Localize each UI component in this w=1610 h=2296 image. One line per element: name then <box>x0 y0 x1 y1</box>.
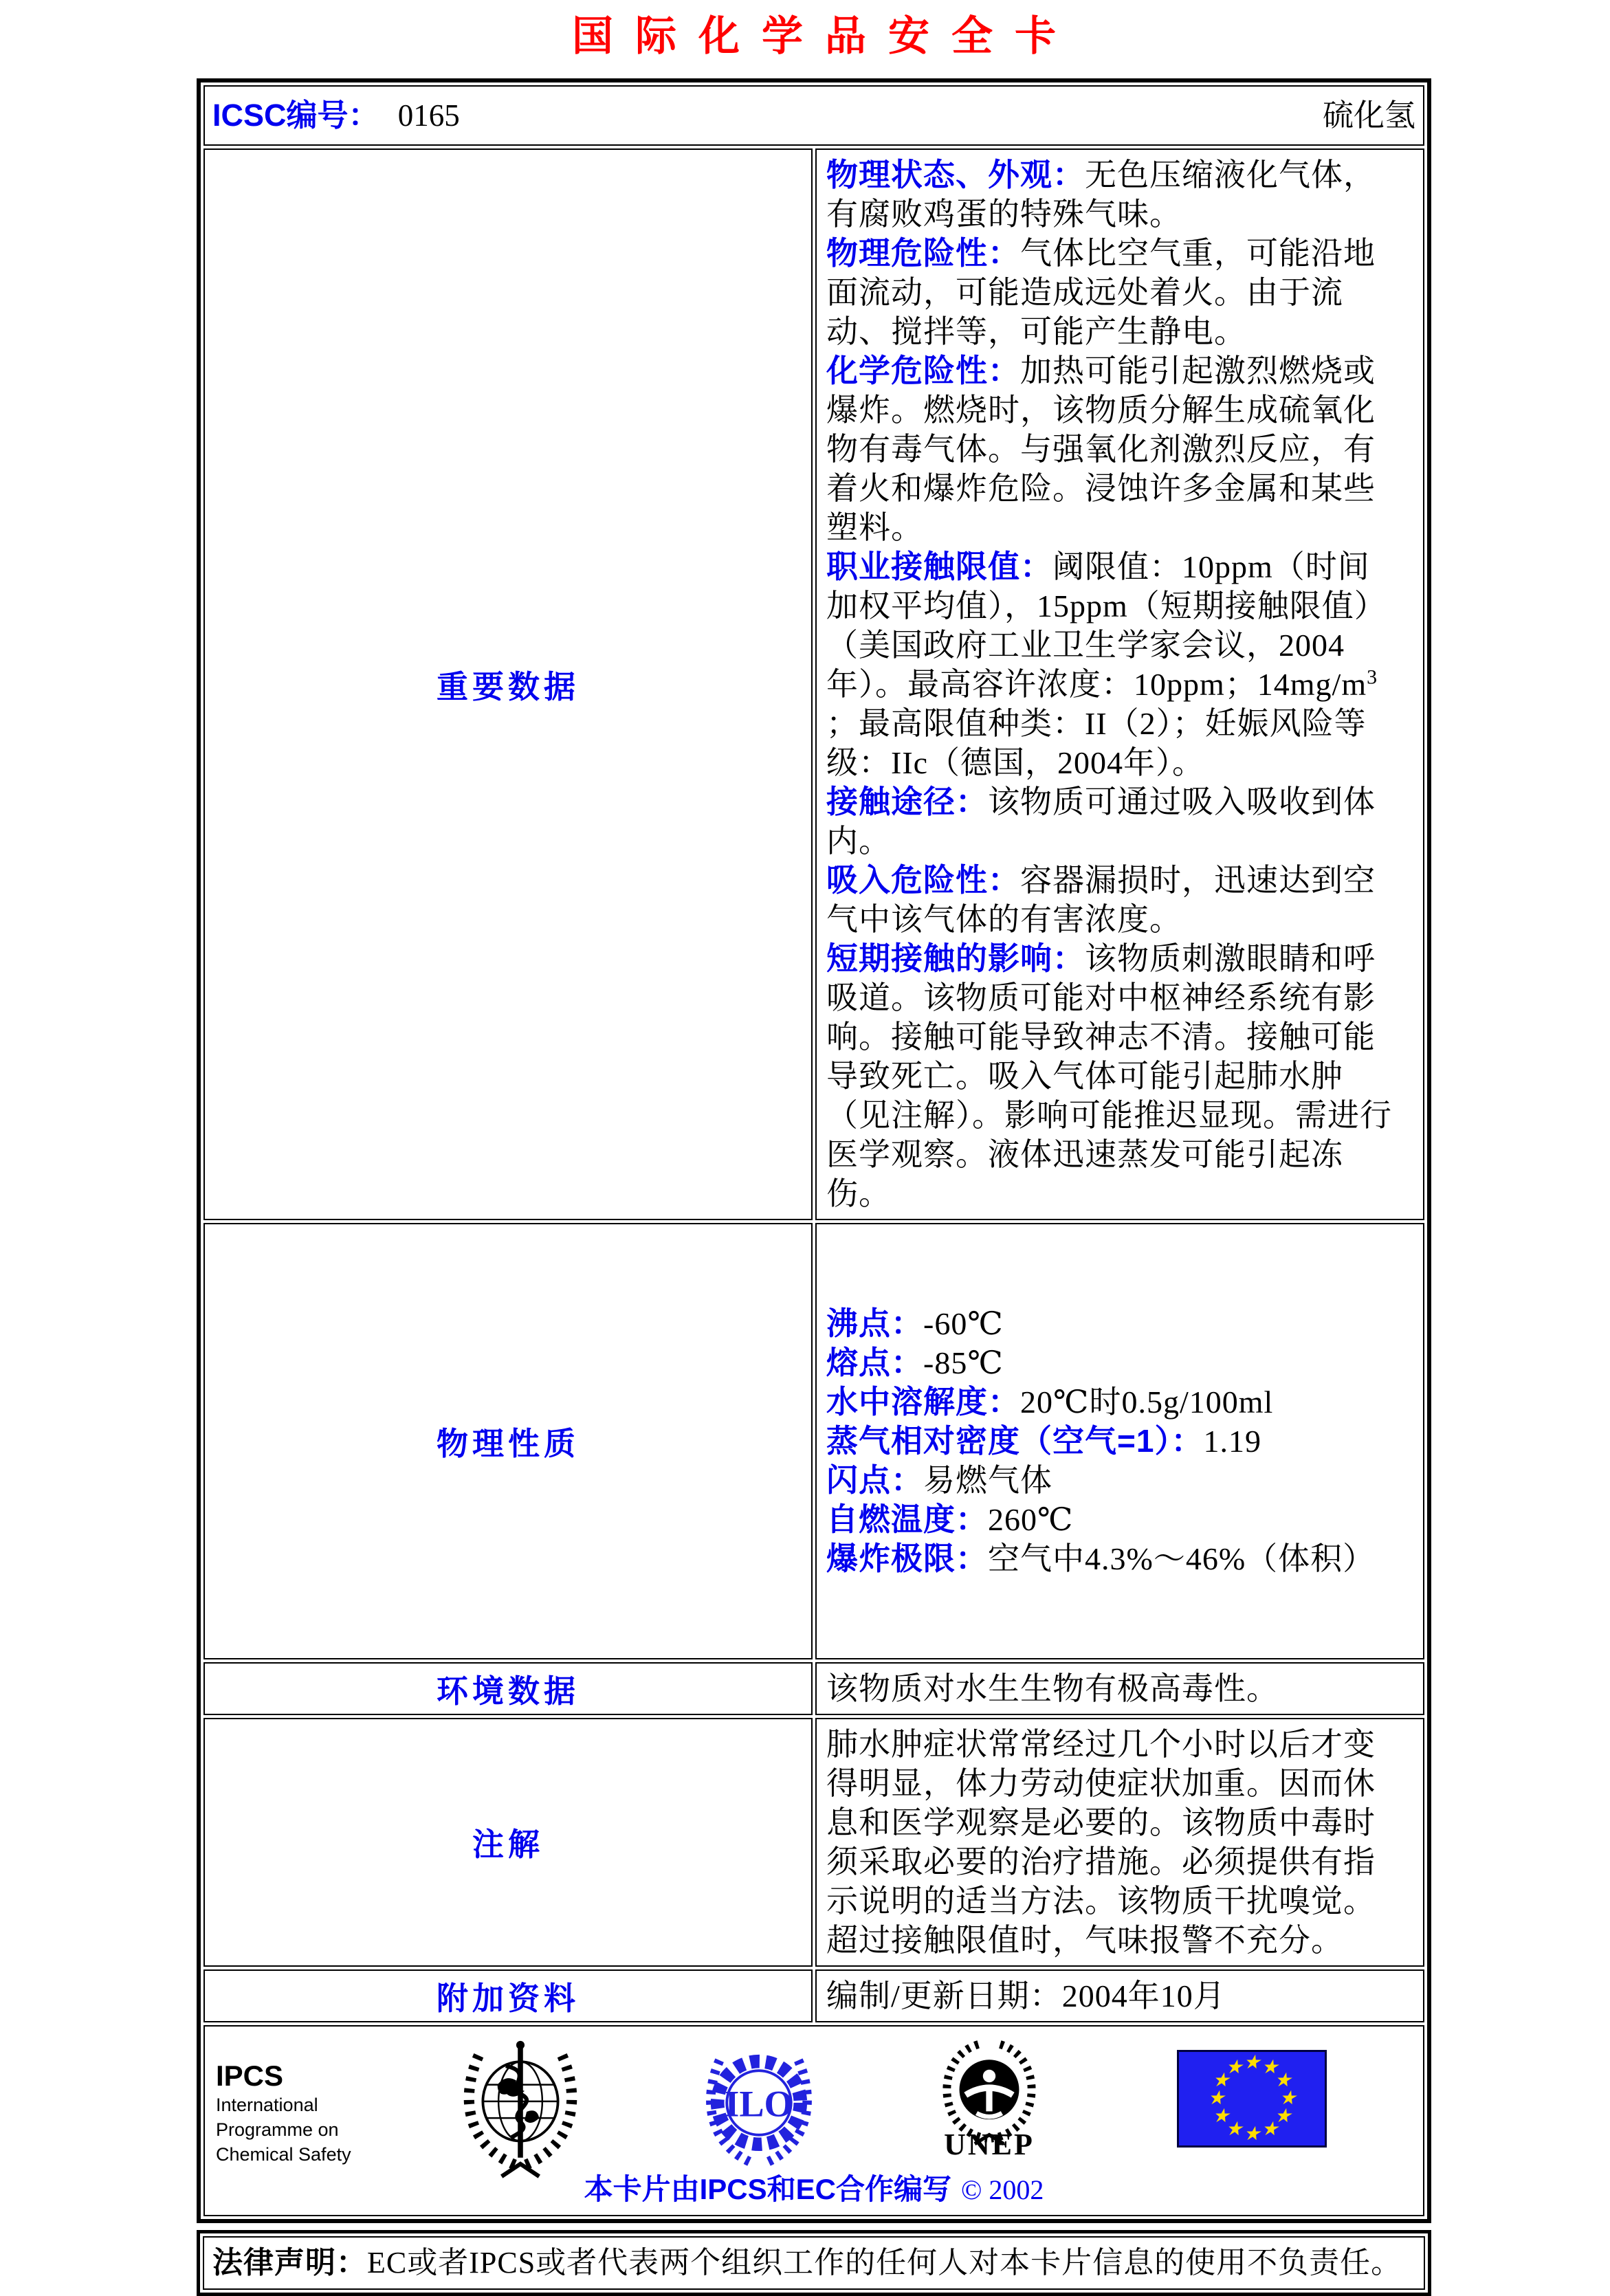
legal-statement-table <box>197 2230 1431 2296</box>
who-logo-icon <box>458 2035 583 2185</box>
additional-info-content <box>815 1969 1424 2022</box>
data-item <box>826 1422 1397 1461</box>
data-item <box>826 155 1397 234</box>
legal-statement-text: EC或者IPCS或者代表两个组织工作的任何人对本卡片信息的使用不负责任。 <box>367 2246 1402 2280</box>
data-item <box>826 547 1397 782</box>
data-item-label: 吸入危险性： <box>826 862 1020 898</box>
data-item <box>826 1500 1397 1539</box>
section-label-physical-properties: 物理性质 <box>203 1223 813 1659</box>
credit-year: © 2002 <box>960 2174 1044 2205</box>
eu-flag-stars: ★ ★ ★ ★ ★ ★ ★ ★ ★ ★ ★ ★ <box>1207 2052 1297 2145</box>
data-item-text: 易燃气体 <box>923 1463 1052 1498</box>
data-item <box>826 1382 1397 1422</box>
data-item-label: 短期接触的影响： <box>826 940 1085 976</box>
unep-logo-icon <box>935 2039 1044 2130</box>
data-item-label: 接触途径： <box>826 784 988 819</box>
physical-properties-content <box>815 1223 1424 1659</box>
credit-text: 本卡片由IPCS和EC合作编写 <box>584 2173 951 2205</box>
legal-statement-cell <box>203 2236 1425 2290</box>
data-item-label: 闪点： <box>826 1462 923 1498</box>
data-item-label: 职业接触限值： <box>826 549 1052 584</box>
data-item-text: 容器漏损时，迅速达到空气中该气体的有害浓度。 <box>826 863 1376 937</box>
data-item <box>826 1343 1397 1382</box>
legal-statement-row <box>203 2236 1425 2290</box>
icsc-number-value: 0165 <box>397 98 460 133</box>
data-item-label: 水中溶解度： <box>826 1384 1020 1420</box>
notes-text: 肺水肿症状常常经过几个小时以后才变得明显，体力劳动使症状加重。因而休息和医学观察是必要的。该物质中毒时须采取必要的治疗措施。必须提供有指示说明的适当方法。该物质干扰嗅觉。超过接触限值时，气味报警不充分。 <box>826 1727 1376 1958</box>
row-physical-properties <box>203 1223 1424 1659</box>
data-item-text: -85℃ <box>923 1345 1004 1380</box>
data-item-text: -60℃ <box>923 1306 1004 1341</box>
data-item-text: 加热可能引起激烈燃烧或爆炸。燃烧时，该物质分解生成硫氧化物有毒气体。与强氧化剂激烈反应，有着火和爆炸危险。浸蚀许多金属和某些塑料。 <box>826 353 1376 545</box>
data-item-label: 熔点： <box>826 1345 923 1380</box>
data-item-text: 气体比空气重，可能沿地面流动，可能造成远处着火。由于流动、搅拌等，可能产生静电。 <box>826 236 1376 349</box>
data-item <box>826 861 1397 939</box>
environmental-data-content <box>815 1662 1424 1715</box>
icsc-document-page <box>0 12 1610 2280</box>
data-item <box>826 351 1397 547</box>
section-label-environmental-data: 环境数据 <box>203 1662 813 1715</box>
ipcs-line-1: International <box>216 2095 318 2115</box>
chemical-name: 硫化氢 <box>1322 98 1415 133</box>
notes-content <box>815 1718 1424 1967</box>
unep-logo-text: UNEP <box>944 2128 1035 2161</box>
row-environmental-data <box>203 1662 1424 1715</box>
environmental-data-text: 该物质对水生生物有极高毒性。 <box>826 1671 1279 1706</box>
icsc-number-group <box>212 98 460 133</box>
additional-info-text: 编制/更新日期：2004年10月 <box>826 1978 1226 2013</box>
data-item-text: 该物质刺激眼睛和呼吸道。该物质可能对中枢神经系统有影响。接触可能导致神志不清。接触可能导致死亡。吸入气体可能引起肺水肿（见注解）。影响可能推迟显现。需进行医学观察。液体迅速蒸发可能引起冻伤。 <box>826 941 1392 1211</box>
data-item-text: 20℃时0.5g/100ml <box>1020 1384 1274 1420</box>
data-item <box>826 1304 1397 1343</box>
data-item <box>826 782 1397 861</box>
data-item-text: 该物质可通过吸入吸收到体内。 <box>826 784 1376 859</box>
data-item-text: 1.19 <box>1203 1424 1261 1459</box>
data-item <box>826 939 1397 1213</box>
ipcs-text-block <box>216 2060 351 2167</box>
row-notes <box>203 1718 1424 1967</box>
row-additional-info <box>203 1969 1424 2022</box>
legal-statement-label: 法律声明： <box>212 2246 367 2280</box>
header-cell <box>203 85 1424 146</box>
ipcs-acronym: IPCS <box>216 2060 284 2092</box>
important-data-content <box>815 148 1424 1220</box>
row-important-data <box>203 148 1424 1220</box>
header-row <box>203 85 1424 146</box>
safety-card-table <box>197 78 1431 2223</box>
data-item <box>826 1461 1397 1500</box>
section-label-additional-info: 附加资料 <box>203 1969 813 2022</box>
data-item-label: 自燃温度： <box>826 1501 988 1537</box>
data-item-text: 空气中4.3%～46%（体积） <box>988 1541 1376 1576</box>
organizations-cell <box>203 2025 1424 2216</box>
credit-line <box>205 2173 1423 2207</box>
eu-flag-icon <box>1177 2050 1327 2148</box>
section-label-notes: 注解 <box>203 1718 813 1967</box>
section-label-important-data: 重要数据 <box>203 148 813 1220</box>
icsc-number-label: ICSC编号： <box>212 98 379 133</box>
data-item-label: 化学危险性： <box>826 353 1020 388</box>
data-item-label: 物理危险性： <box>826 235 1020 271</box>
data-item <box>826 234 1397 351</box>
data-item <box>826 1539 1397 1578</box>
data-item-label: 物理状态、外观： <box>826 157 1085 192</box>
row-organizations <box>203 2025 1424 2216</box>
data-item-text: 阈限值：10ppm（时间加权平均值），15ppm（短期接触限值）（美国政府工业卫生学家会议，2004年）。最高容许浓度：10ppm；$14mg/m^3$ ；最高限值种类：II（2）；妊娠风险等级：IIc（德国，2004年）。 <box>826 549 1387 780</box>
ilo-logo-text: ILO <box>725 2083 793 2125</box>
data-item-label: 爆炸极限： <box>826 1541 988 1576</box>
ilo-logo-icon <box>696 2046 822 2176</box>
ipcs-line-2: Programme on <box>216 2119 339 2140</box>
data-item-text: 260℃ <box>988 1502 1074 1537</box>
page-title: 国际化学品安全卡 <box>572 13 1078 59</box>
data-item-text: 无色压缩液化气体，有腐败鸡蛋的特殊气味。 <box>826 157 1376 232</box>
data-item-label: 沸点： <box>826 1305 923 1341</box>
ipcs-line-3: Chemical Safety <box>216 2144 351 2165</box>
data-item-label: 蒸气相对密度（空气=1）： <box>826 1423 1204 1459</box>
